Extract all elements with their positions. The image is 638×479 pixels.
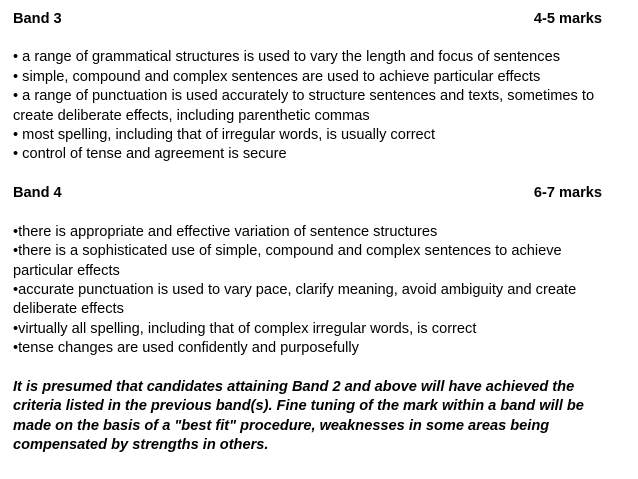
band-4-header <box>13 184 602 203</box>
assessment-note: It is presumed that candidates attaining Band 2 and above will have achieved the criteria listed in the previous band(s). Fine tuning of the mark within a band will be made on the basis of a "best fit" procedure, weaknesses in some areas being compensated by strengths in others. <box>13 379 584 453</box>
band-3-criteria-list <box>13 48 602 164</box>
band-4-criterion: •accurate punctuation is used to vary pace, clarify meaning, avoid ambiguity and create deliberate effects <box>13 282 577 318</box>
band-4-title: Band 4 <box>13 185 62 202</box>
band-4-section <box>13 184 602 358</box>
band-3-criterion: • simple, compound and complex sentences are used to achieve particular effects <box>13 68 541 85</box>
spacer <box>13 203 602 222</box>
band-4-criterion: •tense changes are used confidently and purposefully <box>13 340 359 357</box>
band-4-criteria-list <box>13 223 602 359</box>
spacer <box>13 29 602 48</box>
band-3-header <box>13 10 602 29</box>
band-4-criterion: •virtually all spelling, including that of complex irregular words, is correct <box>13 320 477 337</box>
band-3-marks: 4-5 marks <box>533 11 602 27</box>
band-3-criterion: • a range of punctuation is used accurately to structure sentences and texts, sometimes to create deliberate effects, including parenthetic commas <box>13 88 595 124</box>
band-3-section <box>13 10 602 165</box>
band-4-criterion: •there is a sophisticated use of simple, compound and complex sentences to achieve particular effects <box>13 243 562 279</box>
band-4-marks: 6-7 marks <box>533 185 602 202</box>
band-4-criterion: •there is appropriate and effective variation of sentence structures <box>13 223 438 240</box>
band-3-criterion: • a range of grammatical structures is used to vary the length and focus of sentences <box>13 49 560 66</box>
band-3-title: Band 3 <box>13 11 62 27</box>
band-3-criterion: • most spelling, including that of irregular words, is usually correct <box>13 127 436 144</box>
band-3-criterion: • control of tense and agreement is secure <box>13 146 287 163</box>
